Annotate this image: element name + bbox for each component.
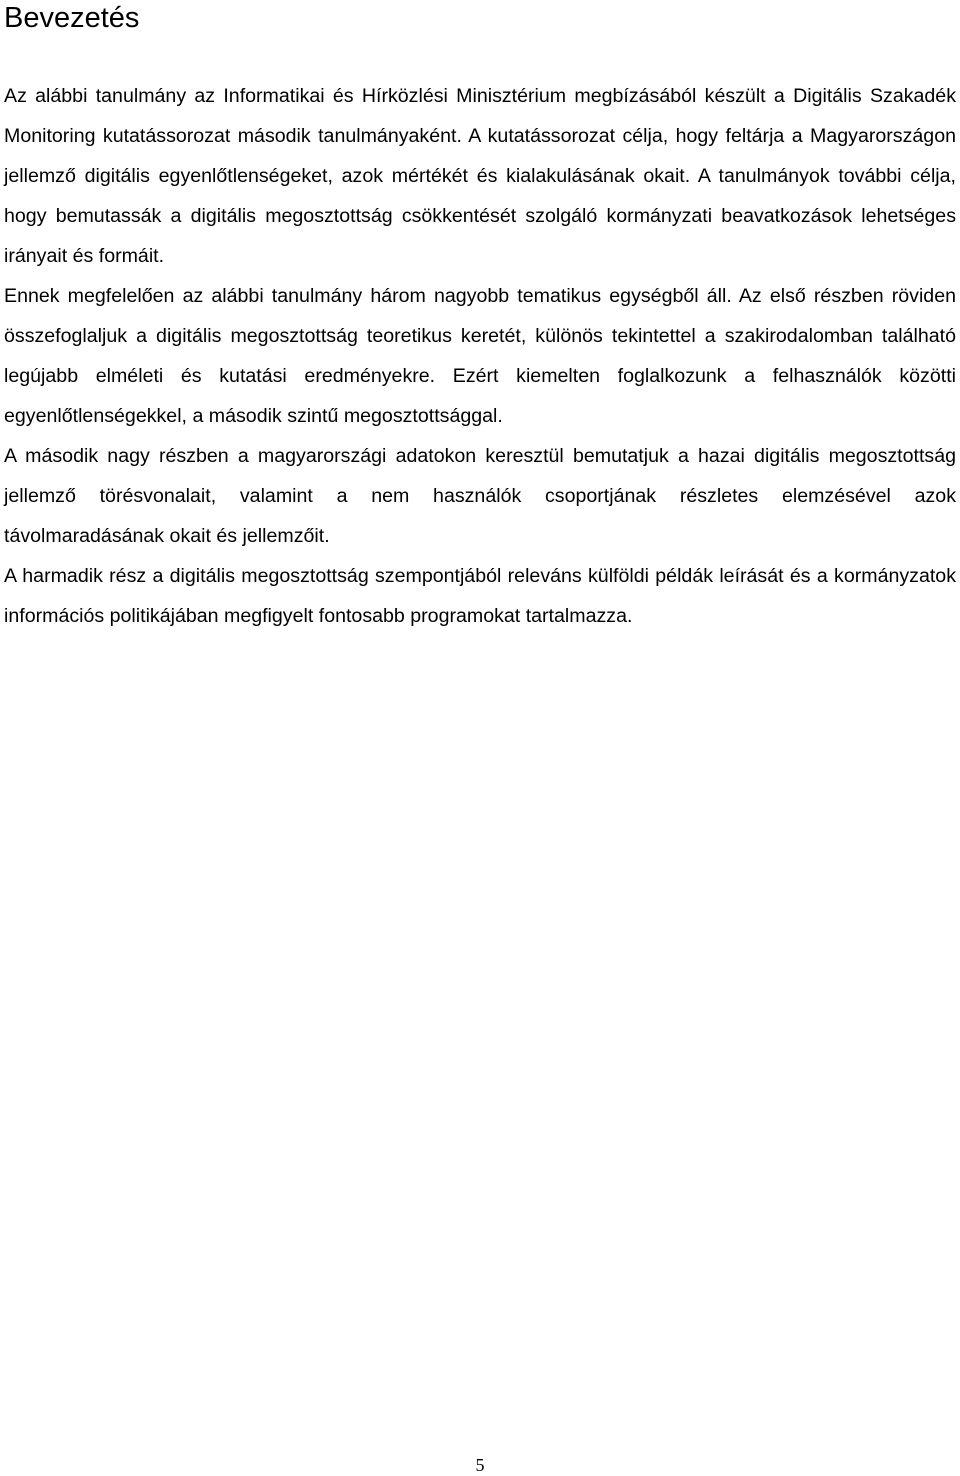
paragraph-3: A második nagy részben a magyarországi adatokon keresztül bemutatjuk a hazai digitális megosztottság jellemző törésvonalait, valamint a nem használók csoportjának részletes elemzésével azok távolmaradásának okait és jellemzőit. — [4, 445, 956, 547]
paragraph-4: A harmadik rész a digitális megosztottság szempontjából releváns külföldi példák leírását és a kormányzatok információs politikájában megfigyelt fontosabb programokat tartalmazza. — [4, 565, 956, 627]
paragraph-2: Ennek megfelelően az alábbi tanulmány három nagyobb tematikus egységből áll. Az első részben röviden összefoglaljuk a digitális megosztottság teoretikus keretét, különös tekintettel a szakirodalomban található legújabb elméleti és kutatási eredményekre. Ezért kiemelten foglalkozunk a felhasználók közötti egyenlőtlenségekkel, a második szintű megosztottsággal. — [4, 285, 956, 427]
document-body — [4, 76, 956, 636]
page-title: Bevezetés — [4, 2, 140, 34]
page-number: 5 — [475, 1455, 485, 1475]
paragraph-1: Az alábbi tanulmány az Informatikai és Hírközlési Minisztérium megbízásából készült a Digitális Szakadék Monitoring kutatássorozat második tanulmányaként. A kutatássorozat célja, hogy feltárja a Magyarországon jellemző digitális egyenlőtlenségeket, azok mértékét és kialakulásának okait. A tanulmányok további célja, hogy bemutassák a digitális megosztottság csökkentését szolgáló kormányzati beavatkozások lehetséges irányait és formáit. — [4, 85, 956, 267]
